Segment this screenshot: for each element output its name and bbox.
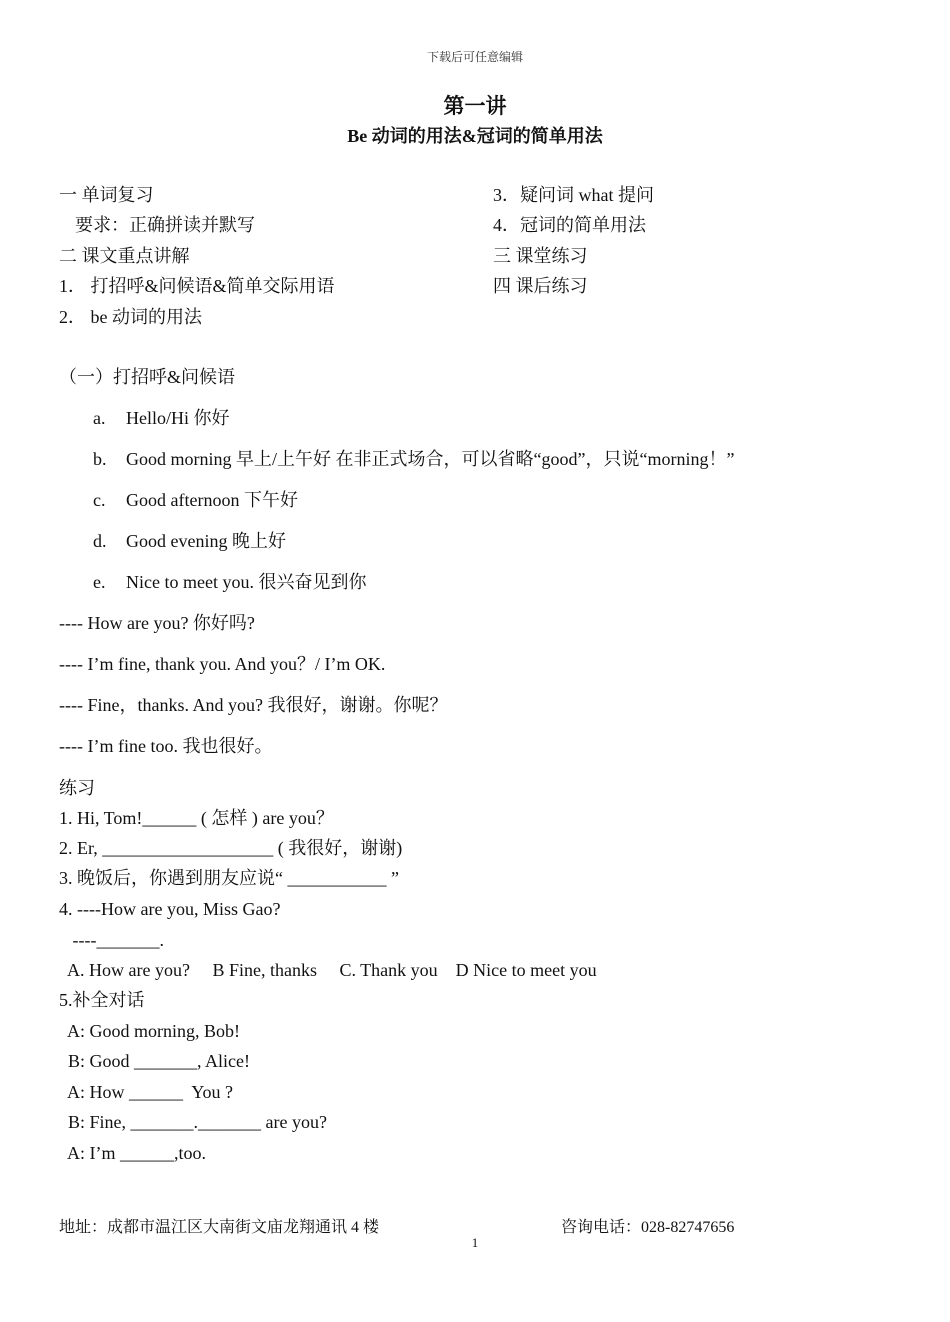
dialogue-line: ---- Fine，thanks. And you? 我很好，谢谢。你呢？ [59,695,448,715]
outline-left-2: 二 课文重点讲解 [59,246,190,266]
page-subtitle: Be 动词的用法&冠词的简单用法 [347,126,603,146]
page-number: 1 [471,1235,479,1250]
greeting-item [93,570,366,594]
item-marker: d. [93,531,107,551]
item-text: Good evening 晚上好 [126,531,286,551]
practice-line: 1. Hi, Tom!______ ( 怎样 ) are you？ [59,808,334,828]
footer-address: 地址：成都市温江区大南街文庙龙翔通讯 4 楼 [59,1219,380,1236]
practice-line: 5.补全对话 [59,990,145,1010]
outline-left-1: 要求：正确拼读并默写 [75,215,255,235]
item-marker: c. [93,490,106,510]
practice-line: B: Good _______, Alice! [59,1051,250,1071]
footer-phone: 咨询电话：028-82747656 [561,1219,735,1236]
item-marker: a. [93,408,106,428]
item-marker: b. [93,449,107,469]
header-note: 下载后可任意编辑 [426,50,523,64]
item-text: Hello/Hi 你好 [126,408,230,428]
dialogue-line: ---- I’m fine too. 我也很好。 [59,736,273,756]
practice-line: A: Good morning, Bob! [59,1021,241,1041]
item-marker: e. [93,572,106,592]
page-title: 第一讲 [443,94,507,118]
practice-line: A: I’m ______,too. [59,1143,206,1163]
greeting-item [93,447,734,471]
section-heading: （一）打招呼&问候语 [59,367,236,387]
item-text: Good afternoon 下午好 [126,490,298,510]
outline-right-0: 3．疑问词 what 提问 [493,185,654,205]
greeting-item [93,529,286,553]
outline-left-0: 一 单词复习 [59,185,154,205]
practice-line: ----_______. [59,930,164,950]
practice-line: 3. 晚饭后，你遇到朋友应说“ ___________ ” [59,868,399,888]
practice-line: B: Fine, _______._______ are you? [59,1112,327,1132]
greeting-item [93,488,298,512]
dialogue-line: ---- How are you? 你好吗? [59,613,255,633]
outline-right-2: 三 课堂练习 [493,246,588,266]
greeting-item [93,406,230,430]
outline-right-3: 四 课后练习 [493,276,588,296]
dialogue-line: ---- I’m fine, thank you. And you？/ I’m OK. [59,654,386,674]
practice-line: 4. ----How are you, Miss Gao? [59,899,281,919]
practice-heading: 练习 [59,778,95,798]
outline-left-4: 2． be 动词的用法 [59,307,202,327]
item-text: Good morning 早上/上午好 在非正式场合，可以省略“good”，只说“morning！” [126,449,735,469]
item-text: Nice to meet you. 很兴奋见到你 [126,572,367,592]
practice-options: A. How are you? B Fine, thanks C. Thank you D Nice to meet you [59,960,597,980]
outline-left-3: 1． 打招呼&问候语&简单交际用语 [59,276,335,296]
practice-line: 2. Er, ___________________ ( 我很好，谢谢) [59,838,403,858]
practice-line: A: How ______ You ? [59,1082,234,1102]
outline-right-1: 4．冠词的简单用法 [493,215,646,235]
